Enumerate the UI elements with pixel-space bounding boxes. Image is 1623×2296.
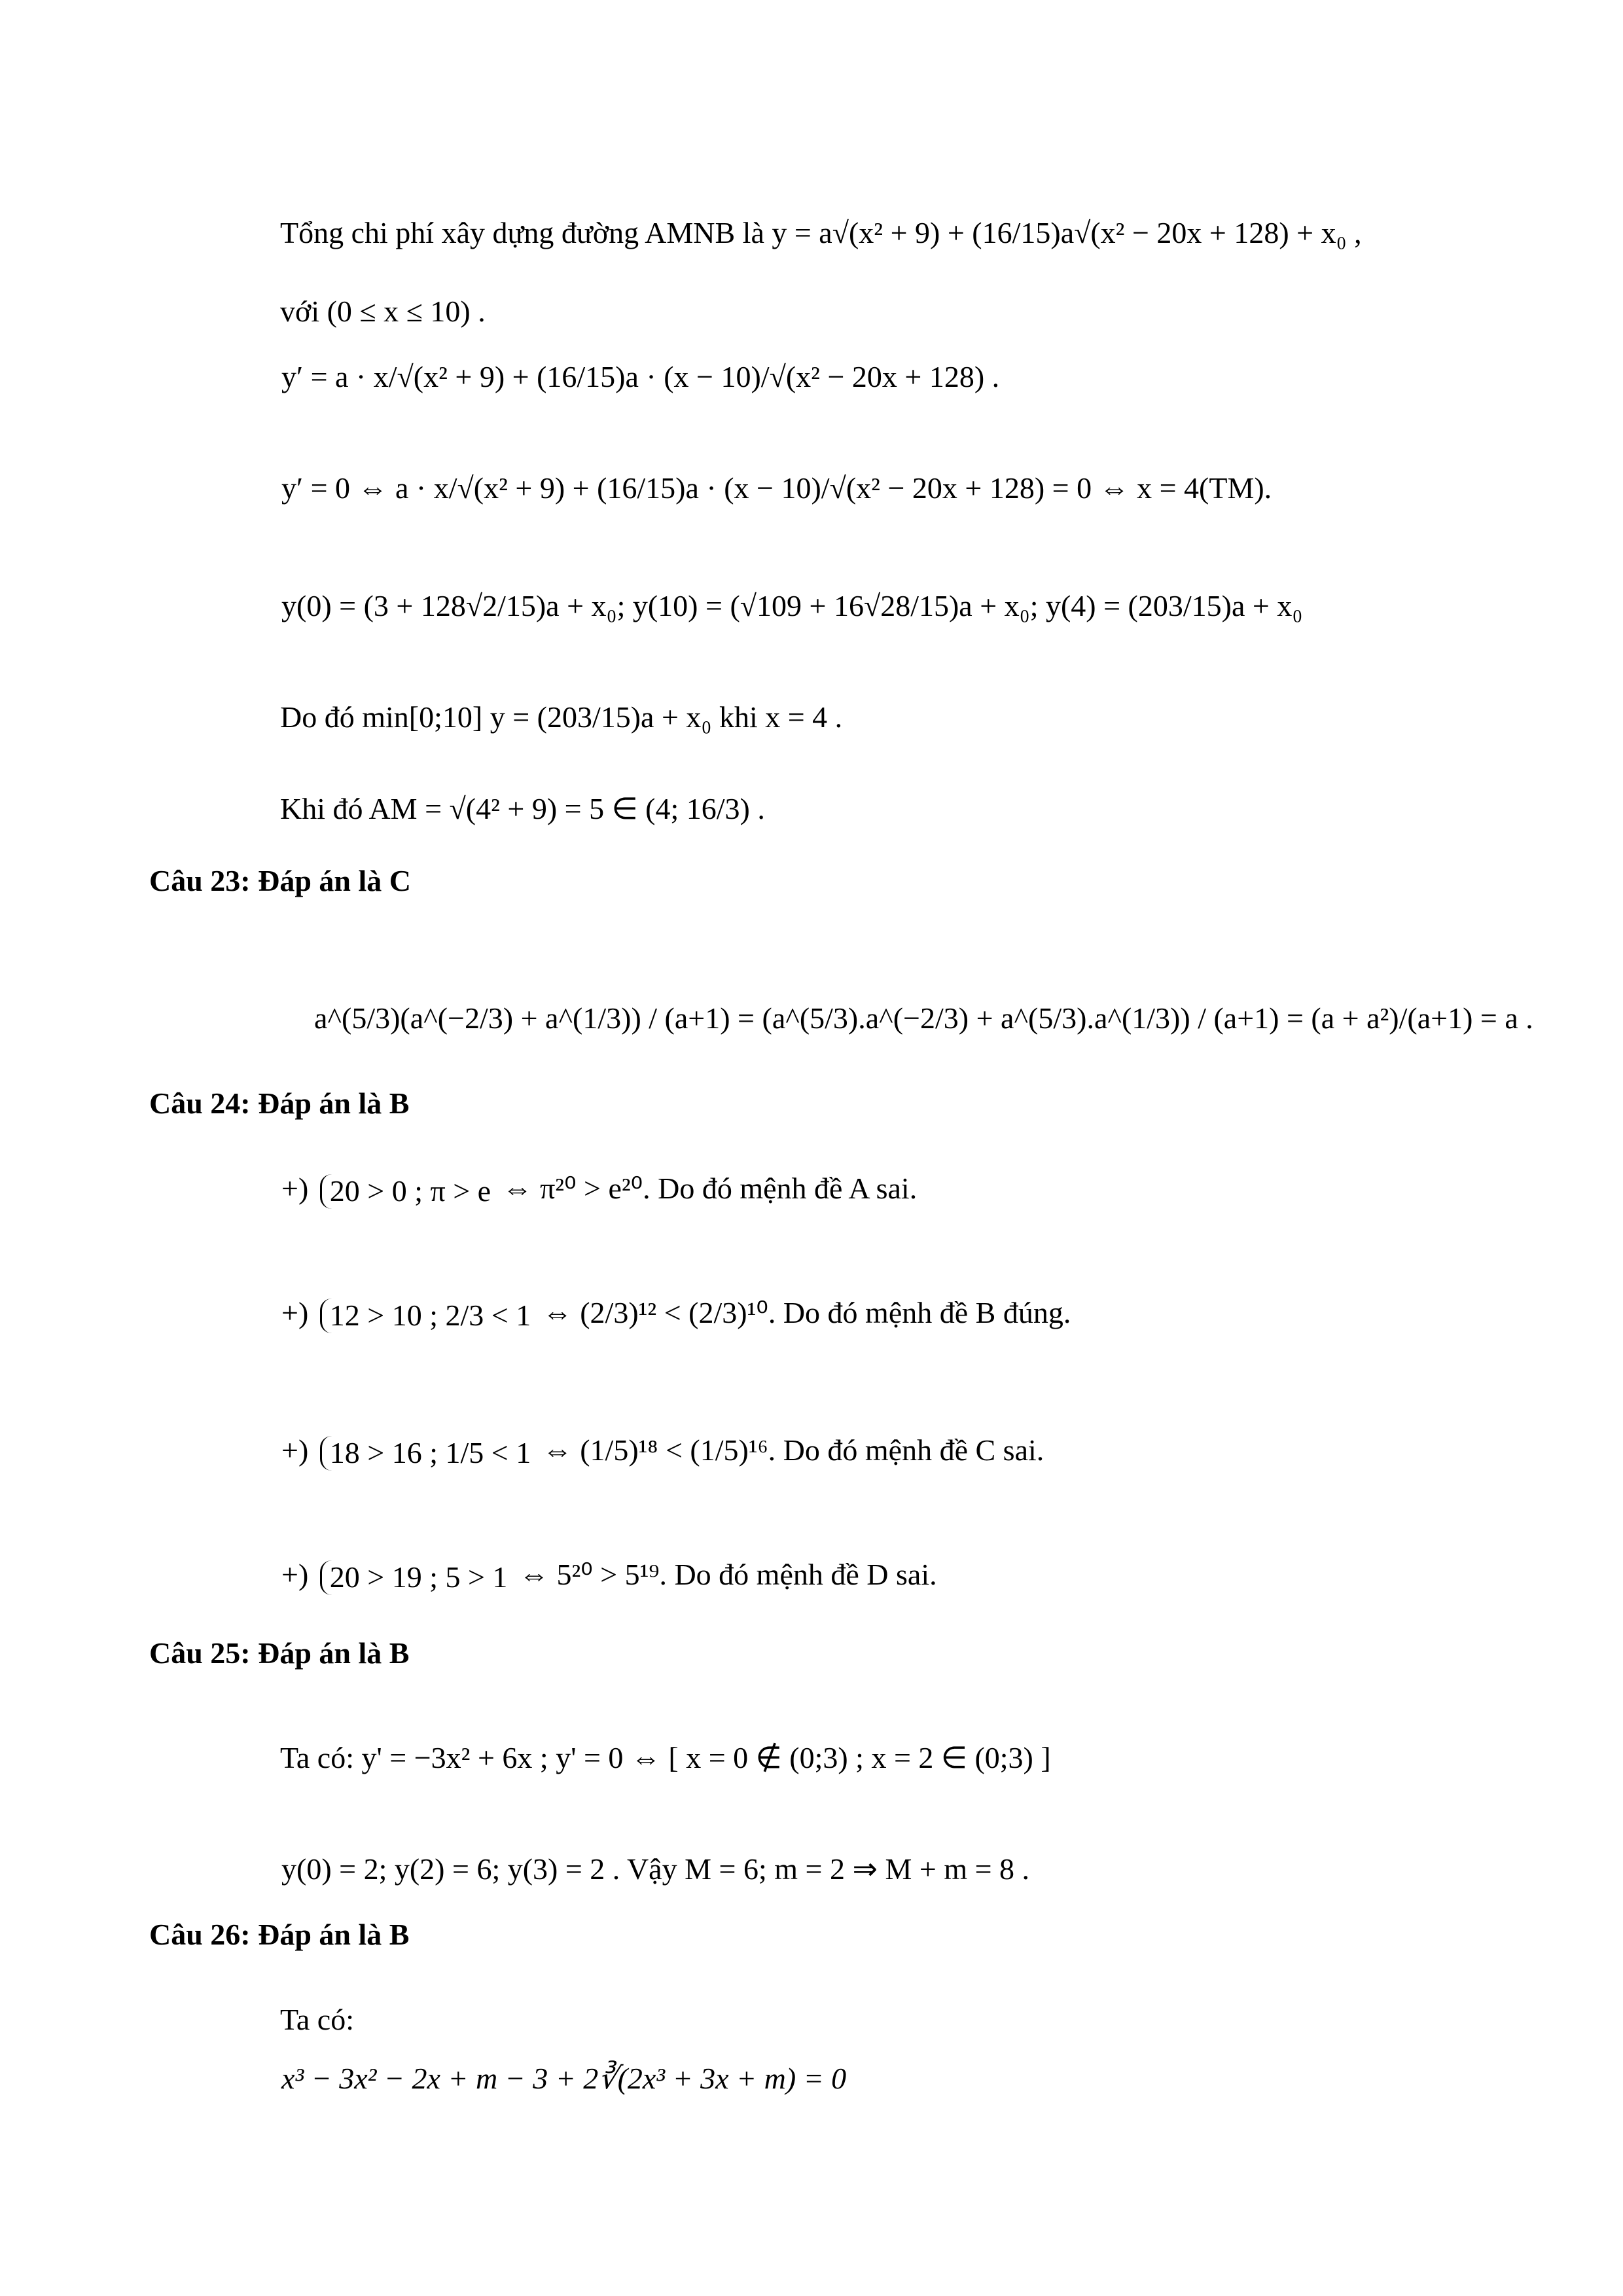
q24-item-b-result: ⇔ (2/3)¹² < (2/3)¹⁰: [542, 1296, 768, 1329]
q24-item-c-text: . Do đó mệnh đề C sai.: [768, 1433, 1044, 1467]
min-line: Do đó min[0;10] y = (203/15)a + x₀ khi x = 4 .: [280, 700, 843, 734]
q24-item-b-condition: 12 > 10 ; 2/3 < 1: [329, 1298, 531, 1332]
question-25-heading: Câu 25: Đáp án là B: [149, 1636, 410, 1670]
question-24-heading: Câu 24: Đáp án là B: [149, 1086, 410, 1120]
cost-line: [280, 216, 1362, 251]
q24-item-a-result: ⇔ π²⁰ > e²⁰: [502, 1172, 643, 1205]
question-23-heading: Câu 23: Đáp án là C: [149, 864, 412, 897]
q24-item-b-text: . Do đó mệnh đề B đúng.: [768, 1296, 1071, 1329]
q24-item-d-text: . Do đó mệnh đề D sai.: [659, 1558, 937, 1591]
q24-item-c: +) 18 > 16 ; 1/5 < 1 ⇔ (1/5)¹⁸ < (1/5)¹⁶. Do đó mệnh đề C sai.: [281, 1433, 1044, 1469]
root-line: y′ = 0 ⇔ a · x/√(x² + 9) + (16/15)a · (x − 10)/√(x² − 20x + 128) = 0 ⇔ x = 4(TM).: [281, 471, 1272, 505]
q23-formula: a^(5/3)(a^(−2/3) + a^(1/3)) / (a+1) = (a^(5/3).a^(−2/3) + a^(5/3).a^(1/3)) / (a+1) = (a + a²)/(a+1) = a .: [314, 1001, 1533, 1035]
q24-item-a: +) 20 > 0 ; π > e ⇔ π²⁰ > e²⁰. Do đó mệnh đề A sai.: [281, 1172, 918, 1208]
q25-derivative-line: Ta có: y' = −3x² + 6x ; y' = 0 ⇔ [ x = 0 ∉ (0;3) ; x = 2 ∈ (0;3) ]: [280, 1741, 1051, 1774]
q24-item-b: +) 12 > 10 ; 2/3 < 1 ⇔ (2/3)¹² < (2/3)¹⁰. Do đó mệnh đề B đúng.: [281, 1296, 1071, 1332]
q24-item-a-condition: 20 > 0 ; π > e: [329, 1174, 491, 1208]
q25-result-line: y(0) = 2; y(2) = 6; y(3) = 2 . Vậy M = 6; m = 2 ⇒ M + m = 8 .: [281, 1852, 1030, 1886]
question-26-heading: Câu 26: Đáp án là B: [149, 1918, 410, 1951]
am-line: Khi đó AM = √(4² + 9) = 5 ∈ (4; 16/3) .: [280, 792, 765, 825]
q24-item-d-result: ⇔ 5²⁰ > 5¹⁹: [518, 1558, 660, 1591]
q24-item-d-condition: 20 > 19 ; 5 > 1: [329, 1560, 508, 1594]
values-line: y(0) = (3 + 128√2/15)a + x₀; y(10) = (√109 + 16√28/15)a + x₀; y(4) = (203/15)a + x₀: [281, 589, 1303, 622]
domain-line: với (0 ≤ x ≤ 10) .: [280, 295, 486, 328]
q26-equation-line: x³ − 3x² − 2x + m − 3 + 2∛(2x³ + 3x + m) = 0: [281, 2062, 847, 2095]
q24-item-c-condition: 18 > 16 ; 1/5 < 1: [329, 1435, 531, 1469]
q24-item-d: +) 20 > 19 ; 5 > 1 ⇔ 5²⁰ > 5¹⁹. Do đó mệnh đề D sai.: [281, 1558, 937, 1594]
derivative-line: y′ = a · x/√(x² + 9) + (16/15)a · (x − 10)/√(x² − 20x + 128) .: [281, 360, 1000, 393]
cost-text: Tổng chi phí xây dựng đường AMNB là y = a√(x² + 9) + (16/15)a√(x² − 20x + 128) + x₀ ,: [280, 216, 1362, 249]
q26-intro-line: Ta có:: [280, 2003, 355, 2036]
q24-item-a-text: . Do đó mệnh đề A sai.: [643, 1172, 918, 1205]
q24-item-c-result: ⇔ (1/5)¹⁸ < (1/5)¹⁶: [542, 1433, 768, 1467]
